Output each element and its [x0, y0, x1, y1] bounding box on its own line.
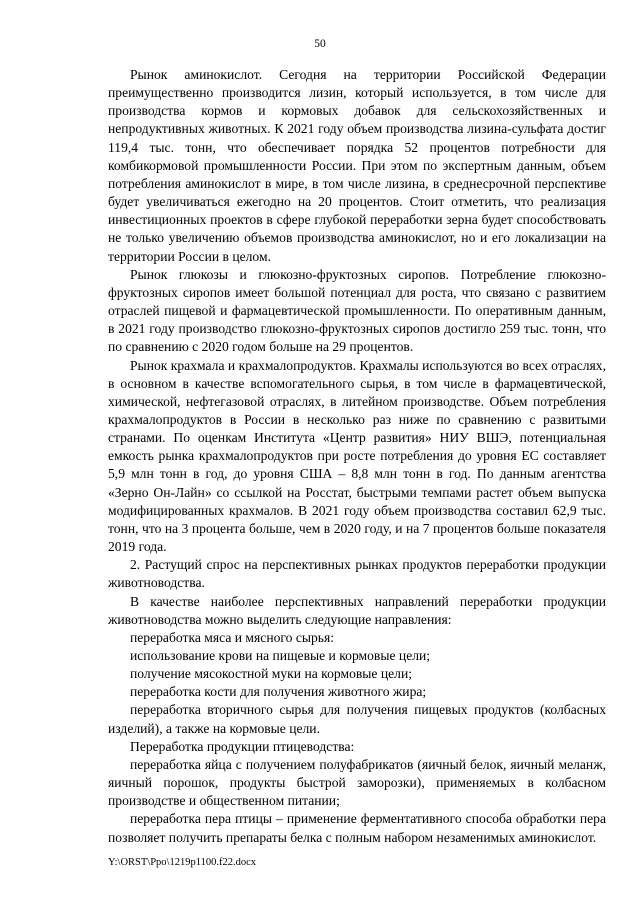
list-item: получение мясокостной муки на кормовые цели;	[130, 666, 412, 682]
poultry-heading: Переработка продукции птицеводства:	[130, 738, 355, 754]
list-item: переработка кости для получения животного жира;	[130, 684, 427, 700]
list-item: использование крови на пищевые и кормовые цели;	[130, 648, 431, 663]
document-body	[108, 66, 606, 847]
paragraph-starch-market: Рынок крахмала и крахмалопродуктов. Крахмалы используются во всех отраслях, в основном в качестве вспомогательного сырья, в том числе в фармацевтической, химической, нефтегазовой отраслях, в литейном производстве. Объем потребления крахмалопродуктов в России в несколько раз ниже по сравнению с развитыми странами. По оценкам Института «Центр развития» НИУ ВШЭ, потенциальная емкость рынка крахмалопродуктов при росте потребления до уровня ЕС составляет 5,9 млн тонн в год, до уровня США – 8,8 млн тонн в год. По данным агентства «Зерно Он-Лайн» со ссылкой на Росстат, быстрыми темпами растет объем выпуска модифицированных крахмалов. В 2021 году объем производства составил 62,9 тыс. тонн, что на 3 процента больше, чем в 2020 году, и на 7 процентов больше показателя 2019 года.	[108, 357, 606, 555]
list-item: переработка мяса и мясного сырья:	[130, 629, 335, 645]
paragraph-livestock-directions: В качестве наиболее перспективных направлений переработки продукции животноводства можно выделить следующие направления:	[108, 593, 606, 627]
list-item: переработка пера птицы – применение ферментативного способа обработки пера позволяет получить препараты белка с полным набором незаменимых аминокислот.	[108, 811, 606, 845]
paragraph-livestock-demand: 2. Растущий спрос на перспективных рынках продуктов переработки продукции животноводства.	[108, 557, 606, 591]
list-item: переработка вторичного сырья для получения пищевых продуктов (колбасных изделий), а также на кормовые цели.	[108, 702, 606, 736]
page-number: 50	[314, 38, 326, 50]
footer-file-path: Y:\ORST\Ppo\1219p1100.f22.docx	[108, 857, 256, 868]
list-item: переработка яйца с получением полуфабрикатов (яичный белок, яичный меланж, яичный порошок, продукты быстрой заморозки), применяемых в колбасном производстве и общественном питании;	[108, 756, 606, 809]
paragraph-glucose-syrups-market: Рынок глюкозы и глюкозно-фруктозных сиропов. Потребление глюкозно-фруктозных сиропов имеет большой потенциал для роста, что связано с развитием отраслей пищевой и фармацевтической промышленности. По оперативным данным, в 2021 году производство глюкозно-фруктозных сиропов достигло 259 тыс. тонн, что по сравнению с 2020 годом больше на 29 процентов.	[108, 266, 606, 355]
paragraph-amino-acids-market: Рынок аминокислот. Сегодня на территории Российской Федерации преимущественно производится лизин, который используется, в том числе для производства кормов и кормовых добавок для сельскохозяйственных и непродуктивных животных. К 2021 году объем производства лизина-сульфата достиг 119,4 тыс. тонн, что обеспечивает порядка 52 процентов потребности для комбикормовой промышленности России. При этом по экспертным данным, объем потребления аминокислот в мире, в том числе лизина, в среднесрочной перспективе будет увеличиваться ежегодно на 20 процентов. Стоит отметить, что реализация инвестиционных проектов в сфере глубокой переработки зерна будет способствовать не только увеличению объемов производства аминокислот, но и его локализации на территории России в целом.	[108, 67, 606, 264]
